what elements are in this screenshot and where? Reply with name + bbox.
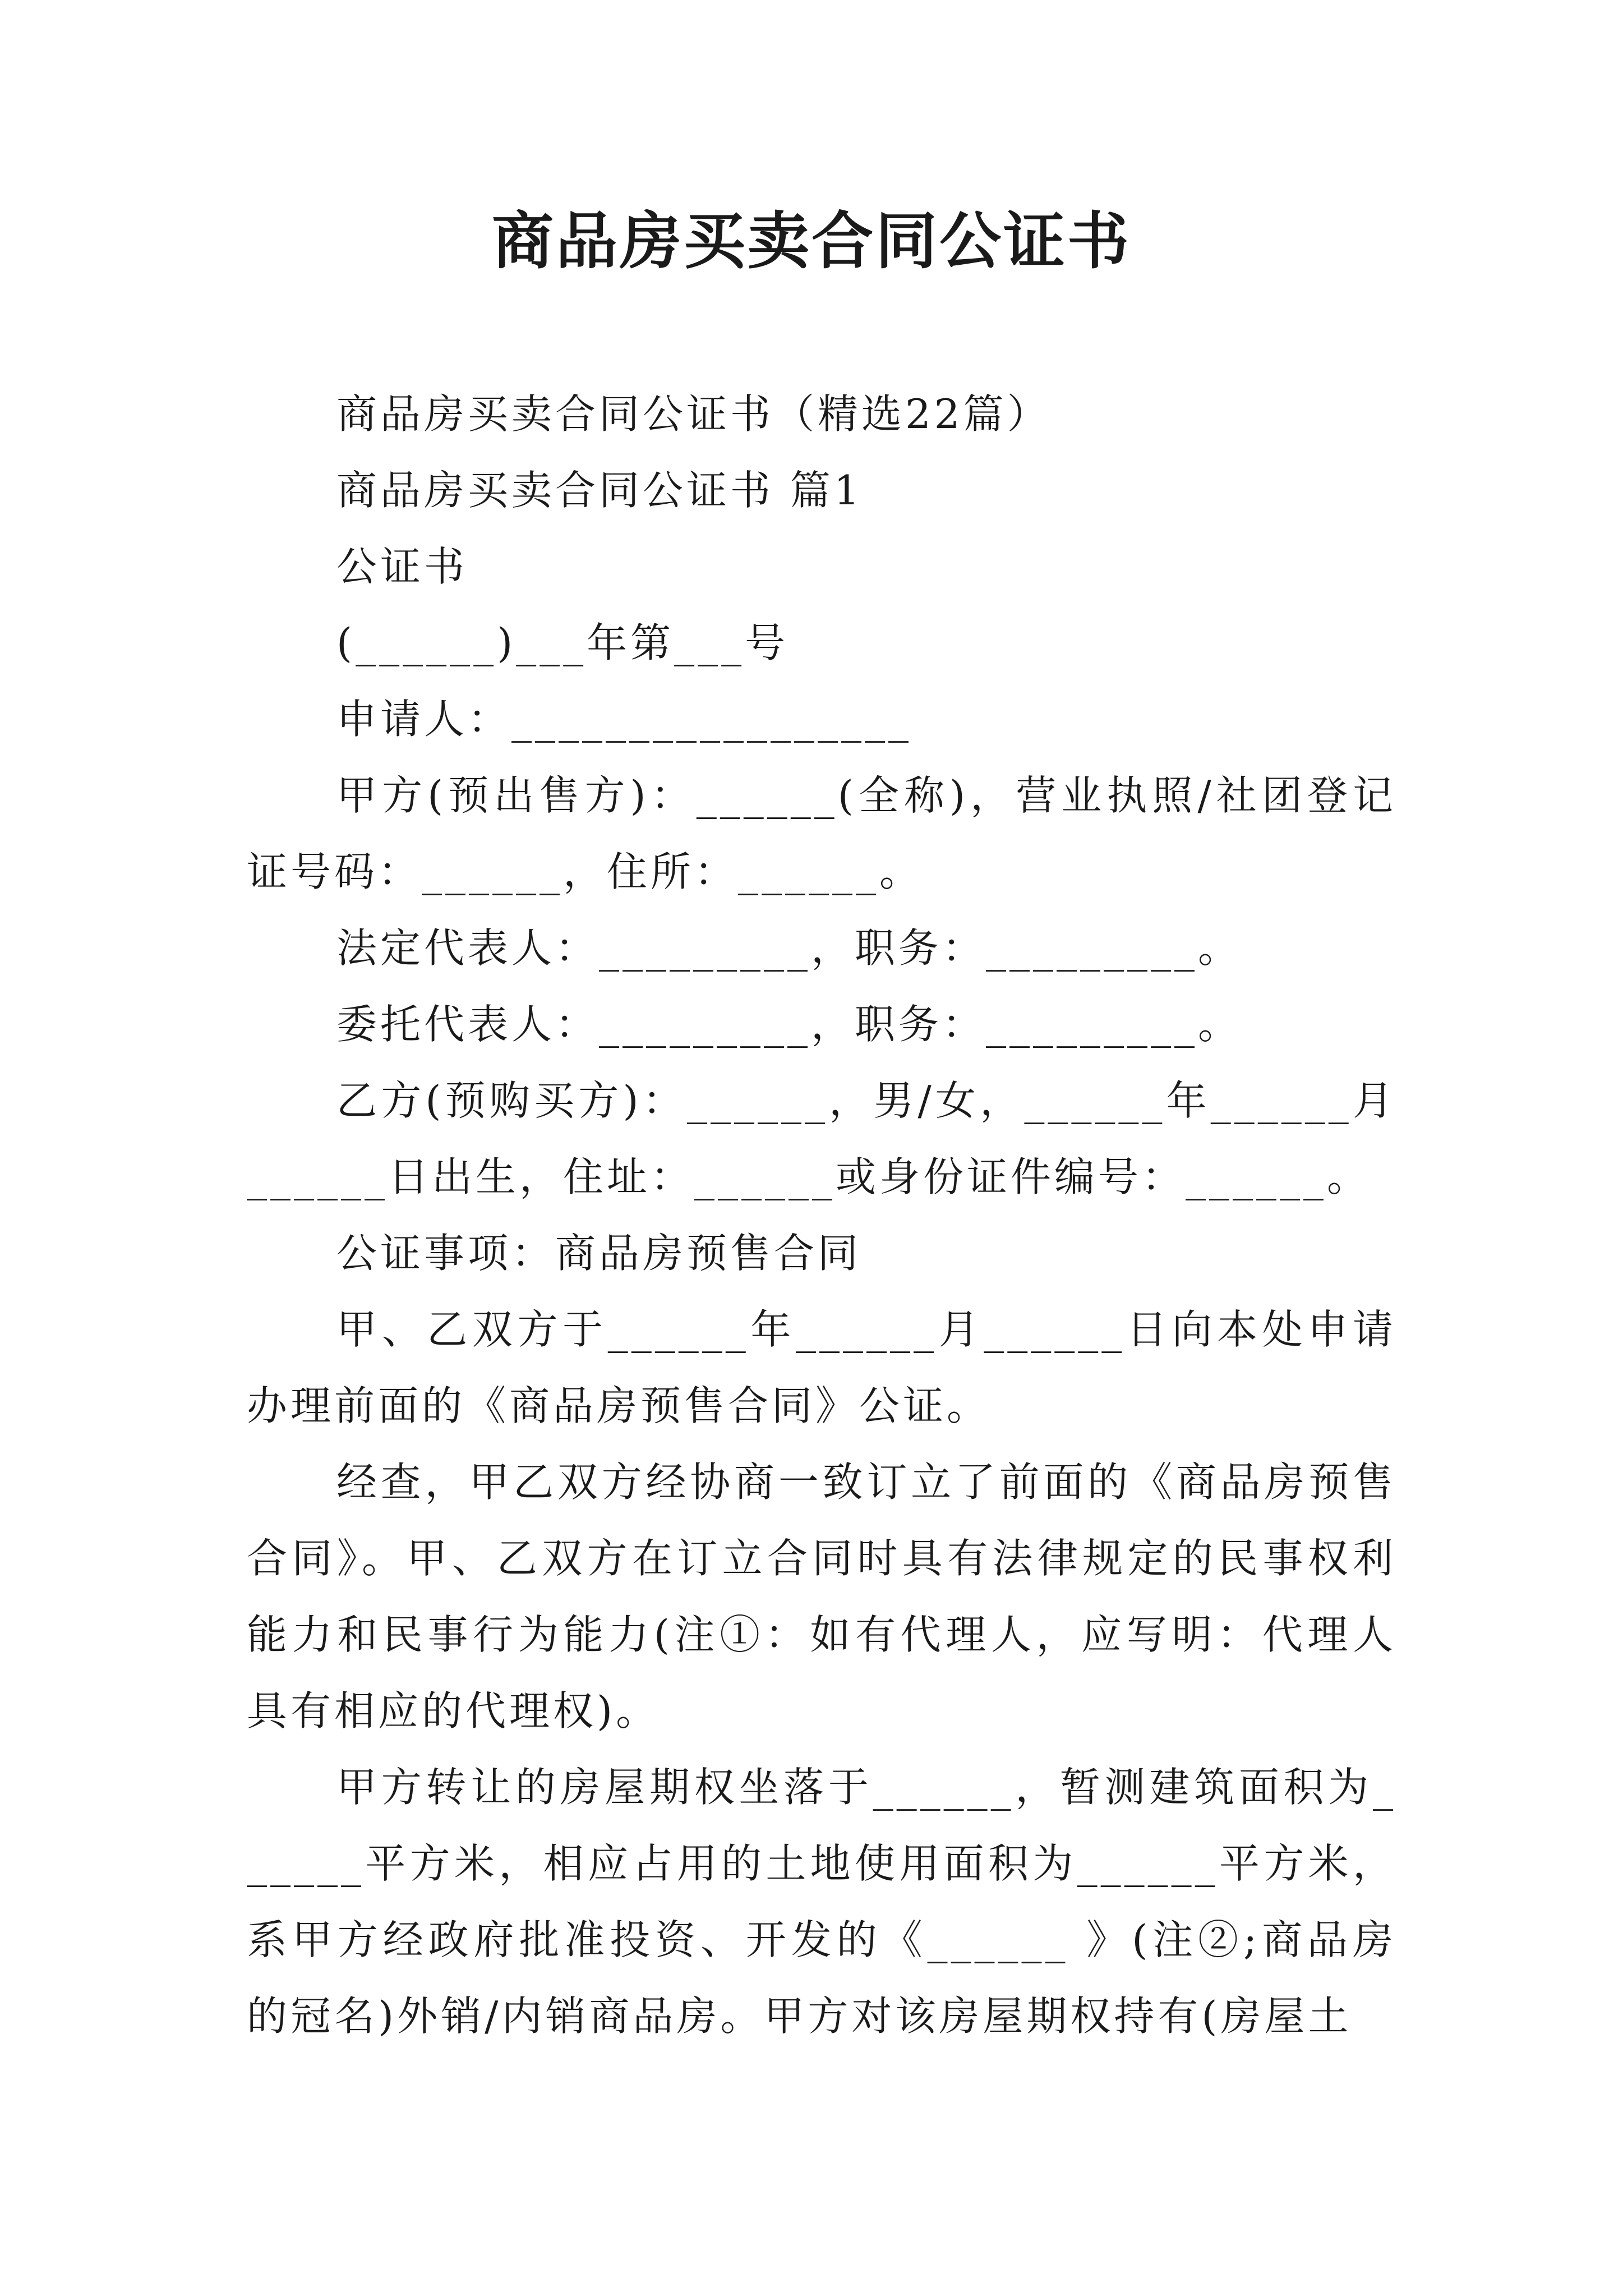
document-body <box>247 376 1396 2054</box>
paragraph-verification: 经查，甲乙双方经协商一致订立了前面的《商品房预售合同》。甲、乙双方在订立合同时具有法律规定的民事权利能力和民事行为能力(注①：如有代理人，应写明：代理人具有相应的代理权)。 <box>247 1458 1396 1734</box>
paragraph-notary-matter: 公证事项：商品房预售合同 <box>336 1230 862 1277</box>
paragraph-section-heading: 商品房买卖合同公证书 篇1 <box>336 467 863 514</box>
paragraph-authorized-rep: 委托代表人：_________，职务：_________。 <box>336 1001 1242 1048</box>
paragraph-applicant: 申请人：_________________ <box>336 696 912 743</box>
paragraph-application: 甲、乙双方于______年______月______日向本处申请办理前面的《商品房预售合同》公证。 <box>247 1306 1396 1429</box>
paragraph-notary-heading: 公证书 <box>336 543 468 590</box>
paragraph-party-a: 甲方(预出售方)：______(全称)，营业执照/社团登记证号码：______，住所：______。 <box>247 772 1396 895</box>
paragraph-case-number: (______)___年第___号 <box>336 619 789 666</box>
paragraph-property: 甲方转让的房屋期权坐落于______，暂测建筑面积为______平方米，相应占用的土地使用面积为______平方米，系甲方经政府批准投资、开发的《______ 》(注②;商品房的冠名)外销/内销商品房。甲方对该房屋期权持有(房屋土 <box>247 1764 1396 2040</box>
paragraph-legal-rep: 法定代表人：_________，职务：_________。 <box>336 924 1242 972</box>
paragraph-subtitle: 商品房买卖合同公证书（精选22篇） <box>336 390 1051 438</box>
document-title: 商品房买卖合同公证书 <box>492 205 1131 277</box>
paragraph-party-b: 乙方(预购买方)：______，男/女，______年______月______日出生，住址：______或身份证件编号：______。 <box>247 1077 1396 1200</box>
